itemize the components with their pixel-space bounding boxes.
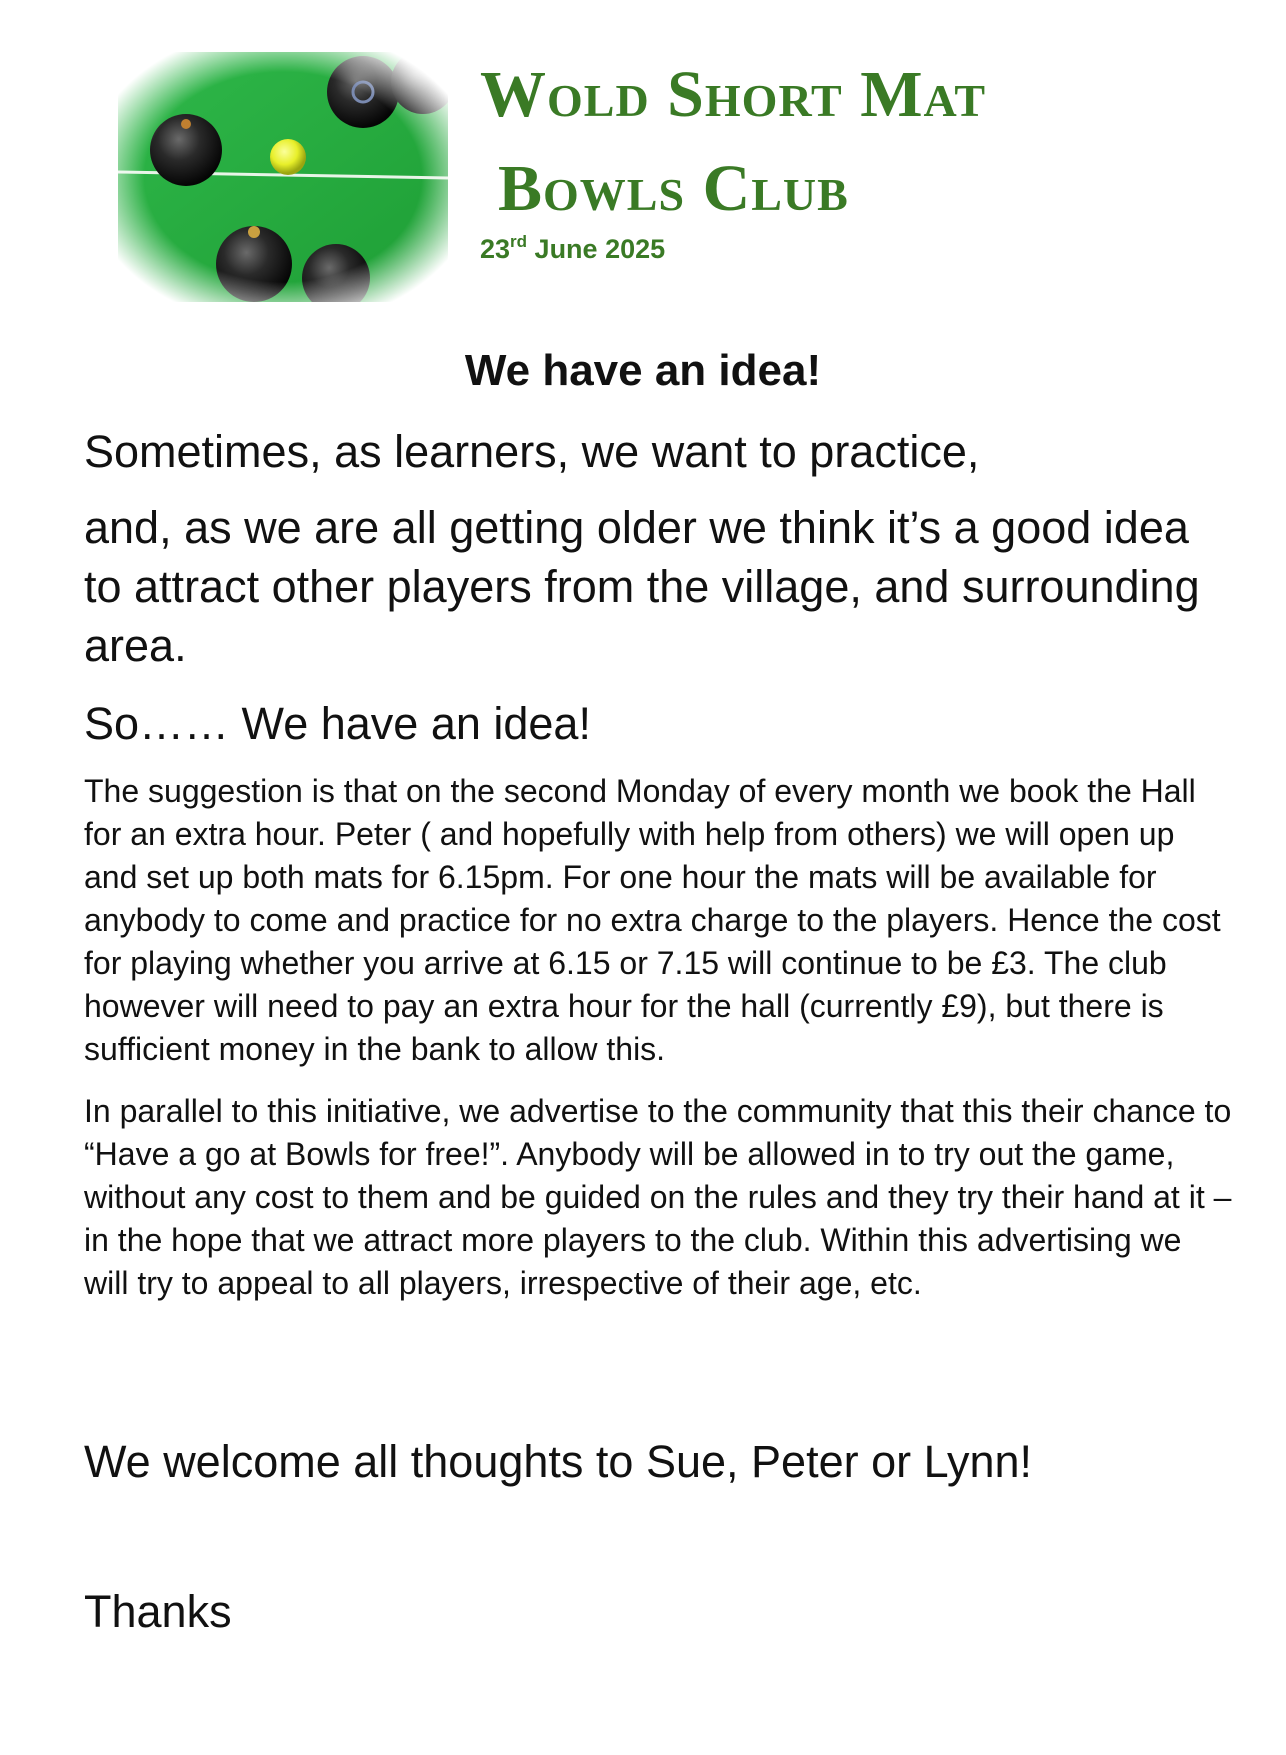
paragraph-intro: Sometimes, as learners, we want to practice, [84, 426, 980, 477]
paragraph-idea: So…… We have an idea! [84, 698, 591, 749]
paragraph-reason: and, as we are all getting older we think it’s a good idea to attract other players from the village, and surrounding area. [84, 502, 1200, 671]
headline: We have an idea! [464, 346, 822, 395]
signoff: Thanks [84, 1586, 232, 1637]
paragraph-suggestion: The suggestion is that on the second Monday of every month we book the Hall for an extra hour. Peter ( and hopefully with help from others) we will open up and set up both mats for 6.15pm. For one hour the mats will be available for anybody to come and practice for no extra charge to the players. Hence the cost for playing whether you arrive at 6.15 or 7.15 will continue to be £3. The club however will need to pay an extra hour for the hall (currently £9), but there is sufficient money in the bank to allow this. [84, 773, 1221, 1067]
newsletter-date [480, 232, 665, 265]
date-day: 23 [480, 234, 511, 264]
paragraph-community: In parallel to this initiative, we advertise to the community that this their chance to “Have a go at Bowls for free!”. Anybody will be allowed in to try out the game, without any cost to them and be guided on the rules and they try their hand at it – in the hope that we attract more players to the club. Within this advertising we will try to appeal to all players, irrespective of their age, etc. [84, 1093, 1232, 1301]
club-title [480, 48, 986, 236]
bowls-photo [118, 52, 448, 302]
club-title-line1: Wold Short Mat [480, 58, 987, 131]
date-month-year: June 2025 [527, 234, 666, 264]
date-suffix: rd [510, 232, 528, 251]
club-title-line2: Bowls Club [498, 152, 849, 225]
closing-line: We welcome all thoughts to Sue, Peter or Lynn! [84, 1436, 1033, 1487]
